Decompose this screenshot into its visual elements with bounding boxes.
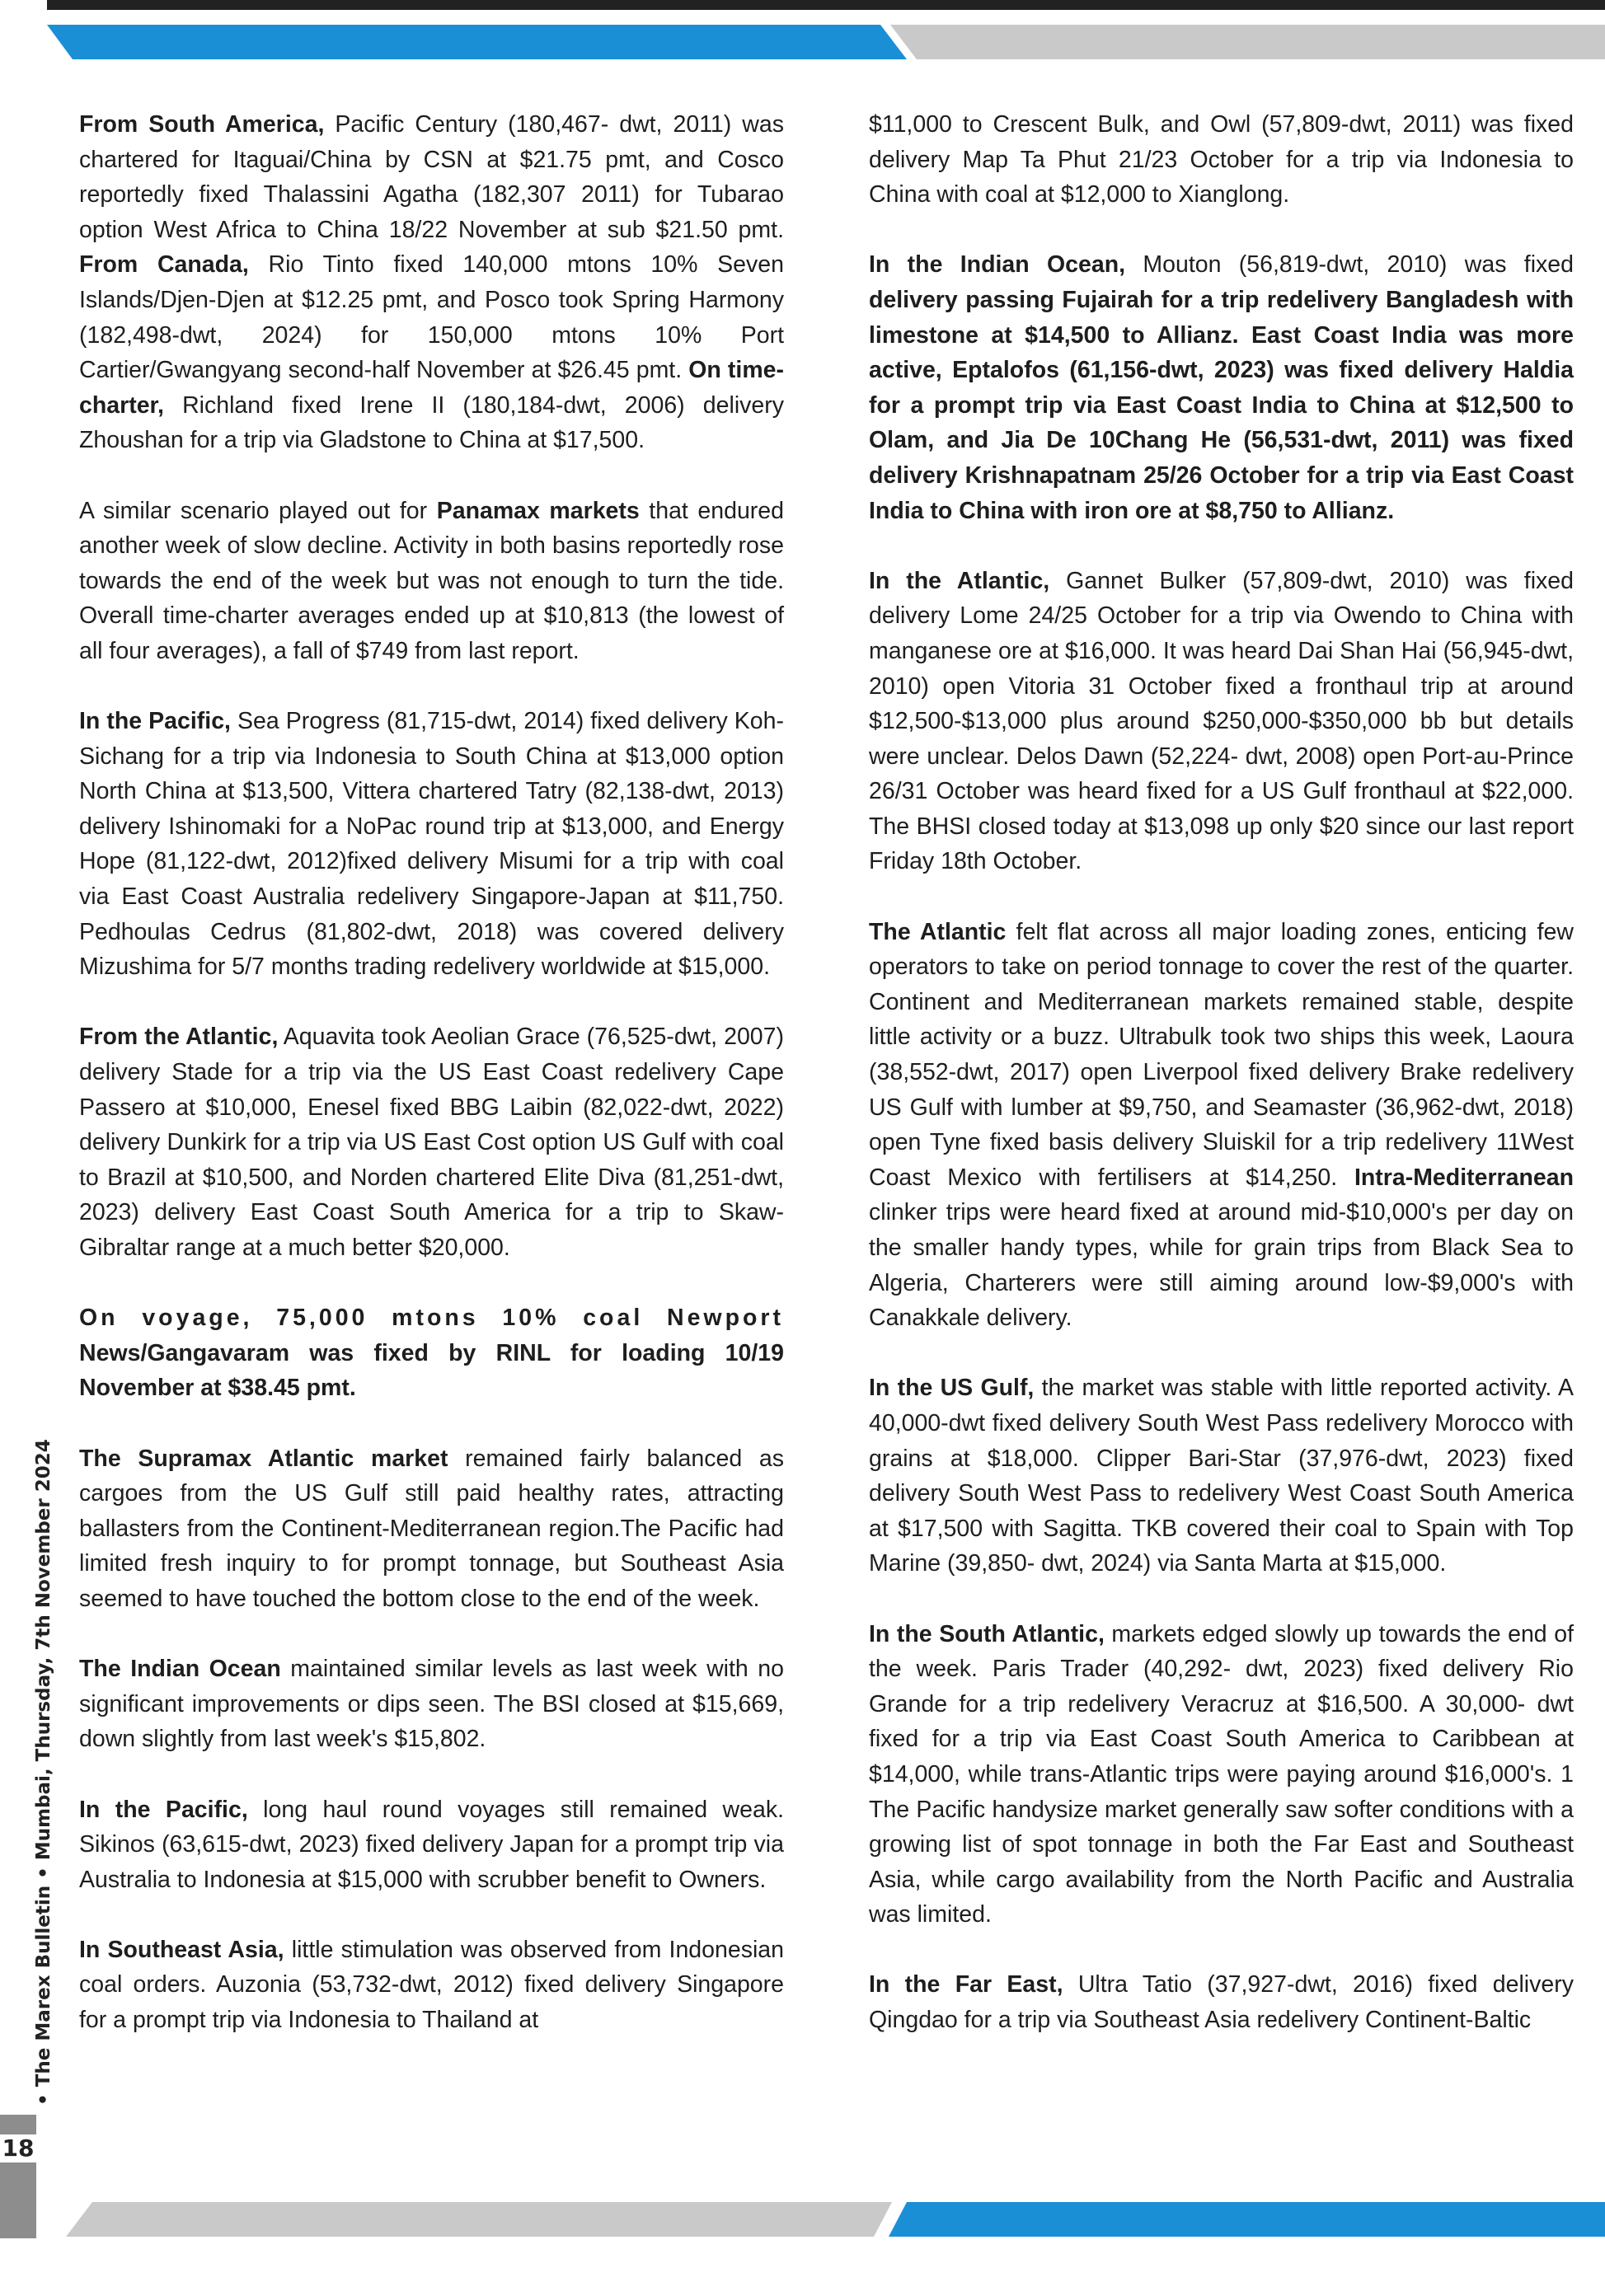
paragraph-text: News/Gangavaram was fixed by RINL for loading 10/19 November at $38.45 pmt. [79,1339,784,1402]
paragraph [869,564,1574,879]
paragraph-lead: In the Pacific, [79,1796,248,1823]
paragraph [79,1300,784,1406]
footer-band [0,2202,1605,2237]
paragraph [869,1617,1574,1933]
paragraph [869,1371,1574,1581]
paragraph [79,1933,784,2038]
paragraph-lead: From Canada, [79,251,249,279]
header-band-gray [890,25,1605,59]
paragraph-lead: The Atlantic [869,918,1007,945]
paragraph [79,1652,784,1757]
footer-band-gray [66,2202,892,2237]
paragraph-text: Rio Tinto fixed 140,000 mtons 10% Seven Islands/Djen-Djen at $12.25 pmt, and Posco took Spring Harmony (182,498-dwt, 2024) for 150,000 mtons 10% Port Cartier/Gwangyang second-half November at $26.45 pmt. [79,251,784,384]
top-rule [47,0,1605,10]
paragraph-lead: In the Pacific, [79,708,231,735]
paragraph-text: little stimulation was observed from Indonesian coal orders. Auzonia (53,732-dwt, 2012) fixed delivery Singapore for a prompt trip via Indonesia to Thailand at [79,1936,784,2034]
paragraph-lead: In Southeast Asia, [79,1936,284,1963]
paragraph-lead: Panamax markets [436,497,640,524]
right-column [869,107,1574,2038]
paragraph-text: A similar scenario played out for [79,497,437,524]
paragraph-lead: In the Indian Ocean, [869,251,1126,279]
paragraph-text: the market was stable with little reported activity. A 40,000-dwt fixed delivery South West Pass redelivery Morocco with grains at $18,000. Clipper Bari-Star (37,976-dwt, 2023) fixed delivery South West Pass to redelivery West Coast South America at $17,500 with Sagitta. TKB covered their coal to Spain with Top Marine (39,850- dwt, 2024) via Santa Marta at $15,000. [869,1375,1574,1577]
paragraph [79,704,784,985]
paragraph-lead: In the Atlantic, [869,567,1050,594]
paragraph [79,1019,784,1265]
paragraph [79,107,784,458]
paragraph-lead: On time-charter, [79,357,785,419]
paragraph-lead: From South America, [79,111,325,138]
page-number: 18 [0,2134,36,2162]
paragraph-text: Ultra Tatio (37,927-dwt, 2016) fixed delivery Qingdao for a trip via Southeast Asia redelivery Continent-Baltic [869,1971,1574,2034]
header-band [0,25,1605,59]
paragraph-lead: In the South Atlantic, [869,1620,1105,1647]
paragraph-text: Sea Progress (81,715-dwt, 2014) fixed delivery Koh-Sichang for a trip via Indonesia to South China at $13,000 option North China at $13,500, Vittera chartered Tatry (82,138-dwt, 2013) delivery Ishinomaki for a NoPac round trip at $13,000, and Energy Hope (81,122-dwt, 2012)fixed delivery Misumi for a trip with coal via East Coast Australia redelivery Singapore-Japan at $11,750. Pedhoulas Cedrus (81,802-dwt, 2018) was covered delivery Mizushima for 5/7 months trading redelivery worldwide at $15,000. [79,708,784,981]
header-band-blue [47,25,907,59]
paragraph-lead: The Supramax Atlantic market [79,1445,448,1472]
paragraph [79,494,784,669]
footer-band-blue [889,2202,1605,2237]
paragraph-lead: The Indian Ocean [79,1656,281,1683]
paragraph [869,1967,1574,2037]
paragraph-text: that endured another week of slow decline. Activity in both basins reportedly rose towards the end of the week but was not enough to turn the tide. Overall time-charter averages ended up at $10,813 (the lowest of all four averages), a fall of $749 from last report. [79,497,784,664]
paragraph-text: clinker trips were heard fixed at around mid-$10,000's per day on the smaller handy types, while for grain trips from Black Sea to Algeria, Charterers were still aiming around low-$9,000's with Canakkale delivery. [869,1199,1574,1332]
paragraph-text: Pacific Century (180,467- dwt, 2011) was chartered for Itaguai/China by CSN at $21.75 pmt, and Cosco reportedly fixed Thalassini Agatha (182,307 2011) for Tubarao option West Africa to China 18/22 November at sub $21.50 pmt. [79,111,784,243]
paragraph [869,107,1574,213]
paragraph-text: Aquavita took Aeolian Grace (76,525-dwt, 2007) delivery Stade for a trip via the US East Coast redelivery Cape Passero at $10,000, Enesel fixed BBG Laibin (82,022-dwt, 2022) delivery Dunkirk for a trip via US East Cost option US Gulf with coal to Brazil at $10,500, and Norden chartered Elite Diva (81,251-dwt, 2023) delivery East Coast South America for a trip to Skaw-Gibraltar range at a much better $20,000. [79,1024,784,1261]
running-head: • The Marex Bulletin • Mumbai, Thursday, 7th November 2024 [33,1439,54,2106]
paragraph [79,1792,784,1898]
paragraph [869,915,1574,1336]
paragraph-text: long haul round voyages still remained weak. Sikinos (63,615-dwt, 2023) fixed delivery Japan for a prompt trip via Australia to Indonesia at $15,000 with scrubber benefit to Owners. [79,1796,784,1893]
paragraph-text: Gannet Bulker (57,809-dwt, 2010) was fixed delivery Lome 24/25 October for a trip via Owendo to China with manganese ore at $16,000. It was heard Dai Shan Hai (56,945-dwt, 2010) open Vitoria 31 October fixed a fronthaul trip at around $12,500-$13,000 plus around $250,000-$350,000 bb but details were unclear. Delos Dawn (52,224- dwt, 2008) open Port-au-Prince 26/31 October was heard fixed for a US Gulf fronthaul at $22,000. The BHSI closed today at $13,098 up only $20 since our last report Friday 18th October. [869,567,1574,875]
paragraph-bold-text: delivery passing Fujairah for a trip redelivery Bangladesh with limestone at $14,500 to Allianz. East Coast India was more active, Eptalofos (61,156-dwt, 2023) was fixed delivery Haldia for a prompt trip via East Coast India to China at $12,500 to Olam, and Jia De 10Chang He (56,531-dwt, 2011) was fixed delivery Krishnapatnam 25/26 October for a trip via East Coast India to China with iron ore at $8,750 to Allianz. [869,286,1574,524]
paragraph-lead: Intra-Mediterranean [1354,1164,1574,1191]
paragraph-text: maintained similar levels as last week with no significant improvements or dips seen. The BSI closed at $15,669, down slightly from last week's $15,802. [79,1656,785,1753]
paragraph [869,247,1574,528]
paragraph-lead: In the Far East, [869,1971,1063,1998]
paragraph-lead: In the US Gulf, [869,1375,1035,1402]
paragraph-text: markets edged slowly up towards the end of the week. Paris Trader (40,292- dwt, 2023) fixed delivery Rio Grande for a trip redelivery Veracruz at $16,500. A 30,000- dwt fixed for a trip via East Coast South America to Caribbean at $14,000, while trans-Atlantic trips were paying around $16,000's. 1 The Pacific handysize market generally saw softer conditions with a growing list of spot tonnage in both the Far East and Southeast Asia, while cargo availability from the North Pacific and Australia was limited. [869,1620,1574,1928]
paragraph-text: Mouton (56,819-dwt, 2010) was fixed [1125,251,1574,279]
paragraph-lead: From the Atlantic, [79,1024,279,1051]
paragraph-text: $11,000 to Crescent Bulk, and Owl (57,809-dwt, 2011) was fixed delivery Map Ta Phut 21/23 October for a trip via Indonesia to China with coal at $12,000 to Xianglong. [869,111,1574,209]
paragraph-text: felt flat across all major loading zones, enticing few operators to take on period tonnage to cover the rest of the quarter. Continent and Mediterranean markets remained stable, despite little activity or a buzz. Ultrabulk took two ships this week, Laoura (38,552-dwt, 2017) open Liverpool fixed delivery Brake redelivery US Gulf with lumber at $9,750, and Seamaster (36,962-dwt, 2018) open Tyne fixed basis delivery Sluiskil for a trip redelivery 11West Coast Mexico with fertilisers at $14,250. [869,918,1574,1191]
paragraph-text: remained fairly balanced as cargoes from the US Gulf still paid healthy rates, attracting ballasters from the Continent-Mediterranean region.The Pacific had limited fresh inquiry to for prompt tonnage, but Southeast Asia seemed to have touched the bottom close to the end of the week. [79,1445,784,1612]
page-number-tab [0,2115,36,2238]
left-column [79,107,784,2038]
paragraph-lead: On voyage, 75,000 mtons 10% coal Newport [79,1305,784,1332]
paragraph [79,1441,784,1617]
paragraph-text: Richland fixed Irene II (180,184-dwt, 2006) delivery Zhoushan for a trip via Gladstone to China at $17,500. [79,391,784,454]
